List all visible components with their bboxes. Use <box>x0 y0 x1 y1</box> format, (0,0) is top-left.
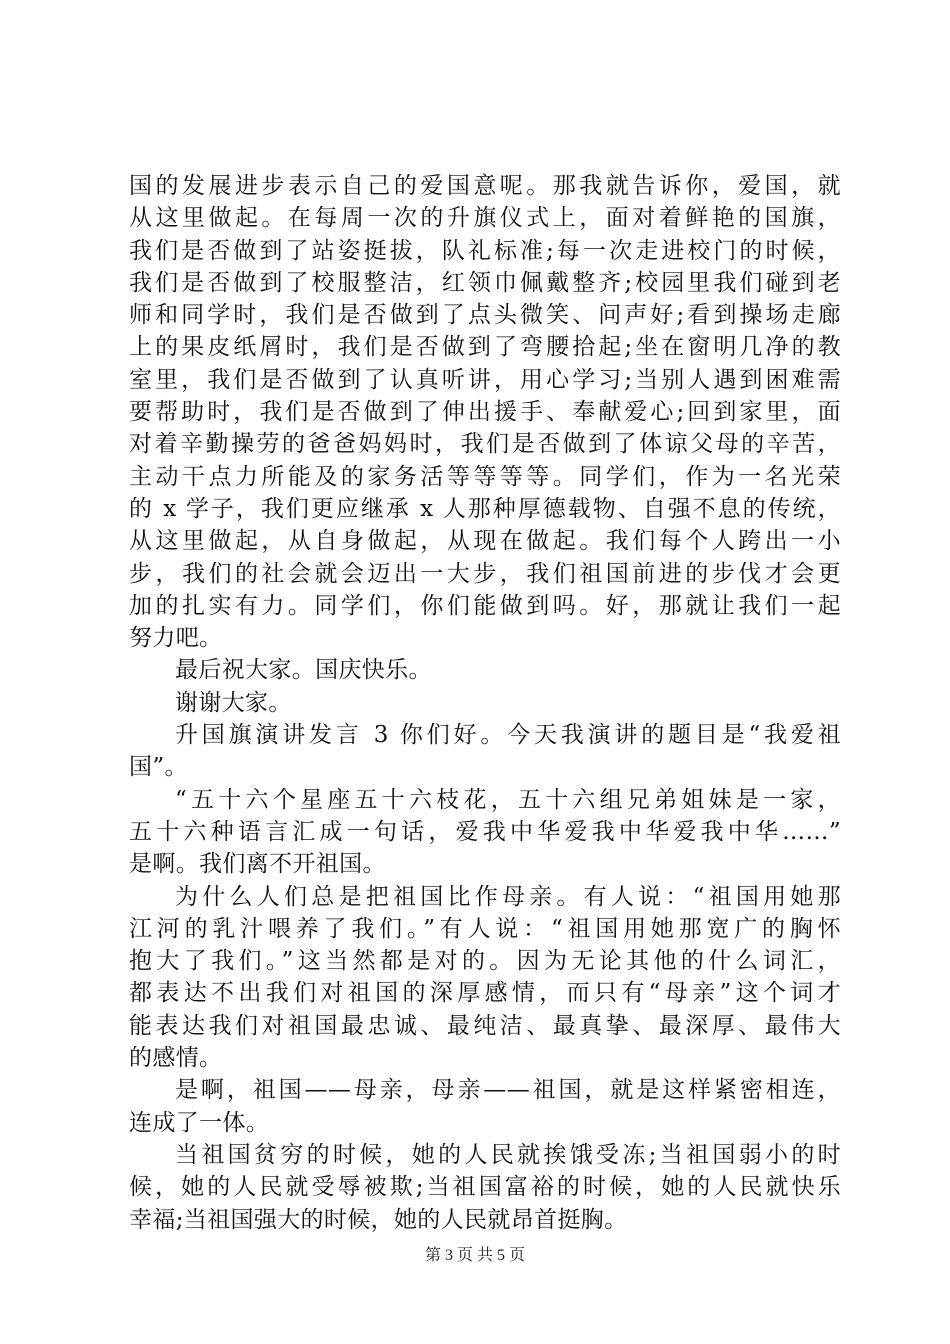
text-line: 幸福;当祖国强大的时候，她的人民就昂首挺胸。 <box>129 1206 628 1233</box>
text-line: 要帮助时，我们是否做到了伸出援手、奉献爱心;回到家里，面 <box>129 399 841 426</box>
text-line: 五十六种语言汇成一句话，爱我中华爱我中华爱我中华……” <box>129 818 841 845</box>
text-line: 加的扎实有力。同学们，你们能做到吗。好，那就让我们一起 <box>129 592 841 619</box>
text-line: 能表达我们对祖国最忠诚、最纯洁、最真挚、最深厚、最伟大 <box>129 1012 841 1039</box>
text-line: 为什么人们总是把祖国比作母亲。有人说：“祖国用她那 <box>175 883 841 910</box>
text-line: 步，我们的社会就会迈出一大步，我们祖国前进的步伐才会更 <box>129 560 841 587</box>
text-line: 连成了一体。 <box>129 1109 270 1136</box>
text-line: 升国旗演讲发言 3 你们好。今天我演讲的题目是“我爱祖 <box>175 722 841 749</box>
text-line: 抱大了我们。”这当然都是对的。因为无论其他的什么词汇， <box>129 948 841 975</box>
text-line: 师和同学时，我们是否做到了点头微笑、问声好;看到操场走廊 <box>129 302 841 329</box>
text-line: 主动干点力所能及的家务活等等等等。同学们，作为一名光荣 <box>129 463 841 490</box>
text-line: “五十六个星座五十六枝花，五十六组兄弟姐妹是一家， <box>175 786 841 813</box>
text-line: 努力吧。 <box>129 625 223 652</box>
text-line: 都表达不出我们对祖国的深厚感情，而只有“母亲”这个词才 <box>129 980 841 1007</box>
text-line: 对着辛勤操劳的爸爸妈妈时，我们是否做到了体谅父母的辛苦， <box>129 431 841 458</box>
text-line: 从这里做起。在每周一次的升旗仪式上，面对着鲜艳的国旗， <box>129 205 841 232</box>
text-line: 是啊，祖国——母亲，母亲——祖国，就是这样紧密相连， <box>175 1077 841 1104</box>
text-line: 候，她的人民就受辱被欺;当祖国富裕的时候，她的人民就快乐 <box>129 1174 841 1201</box>
text-line: 上的果皮纸屑时，我们是否做到了弯腰拾起;坐在窗明几净的教 <box>129 334 841 361</box>
text-line: 谢谢大家。 <box>175 689 292 716</box>
text-line: 国”。 <box>129 754 188 781</box>
text-line: 国的发展进步表示自己的爱国意呢。那我就告诉你，爱国，就 <box>129 173 841 199</box>
text-line: 室里，我们是否做到了认真听讲，用心学习;当别人遇到困难需 <box>129 366 841 393</box>
text-line: 从这里做起，从自身做起，从现在做起。我们每个人跨出一小 <box>129 528 841 555</box>
text-line: 江河的乳汁喂养了我们。”有人说：“祖国用她那宽广的胸怀 <box>129 915 841 942</box>
page-number-footer: 第 3 页 共 5 页 <box>424 1247 525 1264</box>
text-line: 最后祝大家。国庆快乐。 <box>175 657 432 684</box>
text-line: 是啊。我们离不开祖国。 <box>129 851 386 878</box>
text-line: 的 x 学子，我们更应继承 x 人那种厚德载物、自强不息的传统， <box>129 495 841 522</box>
text-line: 当祖国贫穷的时候，她的人民就挨饿受冻;当祖国弱小的时 <box>175 1141 841 1168</box>
text-line: 我们是否做到了站姿挺拔，队礼标准;每一次走进校门的时候， <box>129 237 841 264</box>
document-body <box>129 170 841 1236</box>
text-line: 的感情。 <box>129 1045 223 1072</box>
text-line: 我们是否做到了校服整洁，红领巾佩戴整齐;校园里我们碰到老 <box>129 269 841 296</box>
